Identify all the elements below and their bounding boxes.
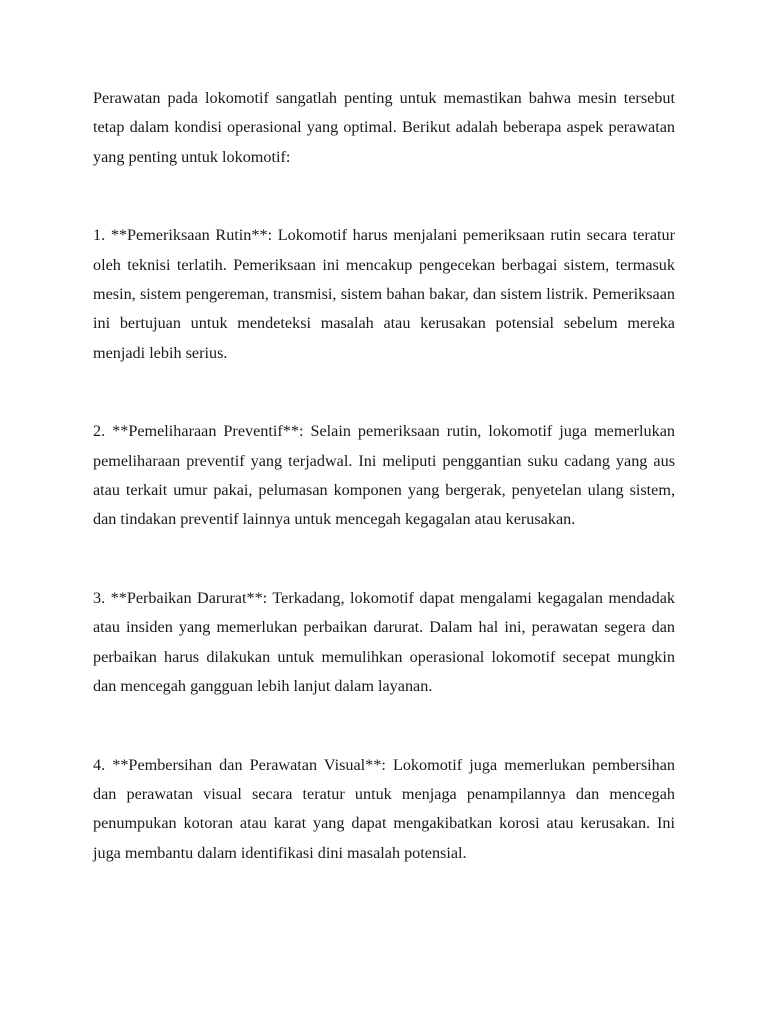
item-paragraph-2: 2. **Pemeliharaan Preventif**: Selain pemeriksaan rutin, lokomotif juga memerlukan pemeliharaan preventif yang terjadwal. Ini meliputi penggantian suku cadang yang aus atau terkait umur pakai, pelumasan komponen yang bergerak, penyetelan ulang sistem, dan tindakan preventif lainnya untuk mencegah kegagalan atau kerusakan. — [93, 422, 675, 529]
paragraph-spacer — [93, 172, 675, 221]
paragraph-spacer — [93, 368, 675, 417]
document-body — [93, 84, 675, 868]
item-paragraph-4: 4. **Pembersihan dan Perawatan Visual**: Lokomotif juga memerlukan pembersihan dan perawatan visual secara teratur untuk menjaga penampilannya dan mencegah penumpukan kotoran atau karat yang dapat mengakibatkan korosi atau kerusakan. Ini juga membantu dalam identifikasi dini masalah potensial. — [93, 755, 675, 862]
item-paragraph-3: 3. **Perbaikan Darurat**: Terkadang, lokomotif dapat mengalami kegagalan mendadak atau insiden yang memerlukan perbaikan darurat. Dalam hal ini, perawatan segera dan perbaikan harus dilakukan untuk memulihkan operasional lokomotif secepat mungkin dan mencegah gangguan lebih lanjut dalam layanan. — [93, 588, 675, 696]
paragraph-spacer — [93, 535, 675, 584]
item-paragraph-1: 1. **Pemeriksaan Rutin**: Lokomotif harus menjalani pemeriksaan rutin secara teratur oleh teknisi terlatih. Pemeriksaan ini mencakup pengecekan berbagai sistem, termasuk mesin, sistem pengereman, transmisi, sistem bahan bakar, dan sistem listrik. Pemeriksaan ini bertujuan untuk mendeteksi masalah atau kerusakan potensial sebelum mereka menjadi lebih serius. — [93, 226, 675, 362]
intro-paragraph: Perawatan pada lokomotif sangatlah penting untuk memastikan bahwa mesin tersebut tetap dalam kondisi operasional yang optimal. Berikut adalah beberapa aspek perawatan yang penting untuk lokomotif: — [93, 89, 675, 166]
paragraph-spacer — [93, 702, 675, 751]
